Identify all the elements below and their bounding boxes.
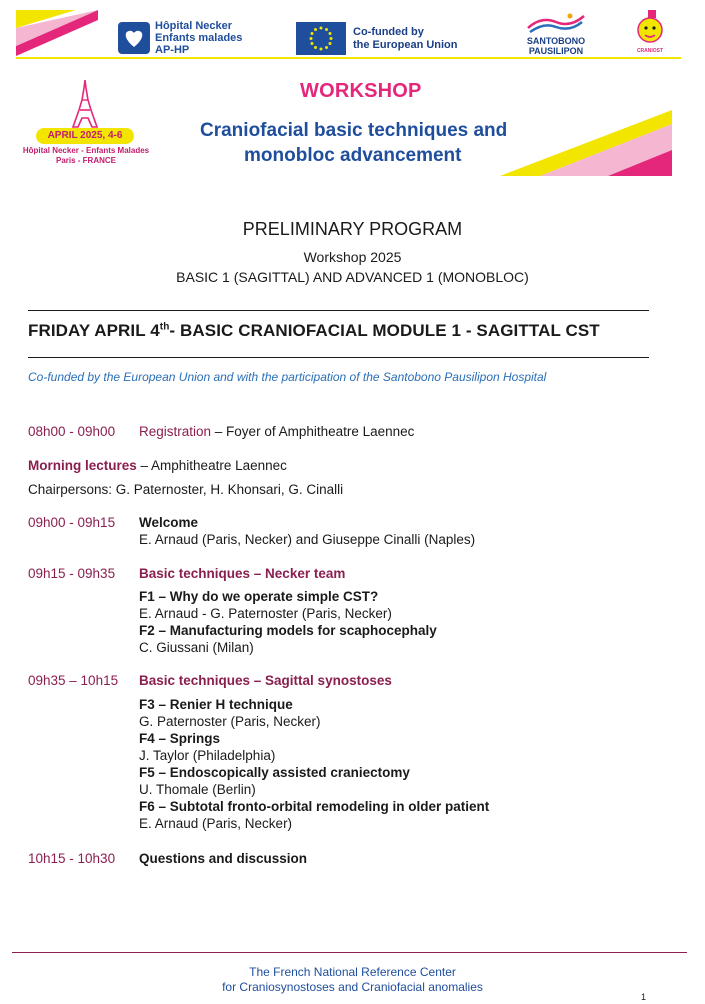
program-subtitle-line2: BASIC 1 (SAGITTAL) AND ADVANCED 1 (MONOBLOC)	[176, 269, 529, 285]
craniost-logo	[632, 10, 668, 58]
header-divider	[16, 57, 681, 59]
registration-detail: – Foyer of Amphitheatre Laennec	[211, 424, 415, 439]
workshop-title	[200, 118, 540, 168]
necker-logo-line3: AP-HP	[155, 44, 190, 56]
talk-f5-title: F5 – Endoscopically assisted craniectomy	[139, 765, 410, 780]
chairpersons: Chairpersons: G. Paternoster, H. Khonsari, G. Cinalli	[28, 482, 344, 497]
day-title-part2: - BASIC CRANIOFACIAL MODULE 1 - SAGITTAL CST	[169, 321, 600, 340]
event-venue	[22, 146, 150, 166]
event-venue-line2: Paris - FRANCE	[55, 156, 116, 165]
program-subtitle	[0, 247, 705, 287]
basic-sagittal-time: 09h35 – 10h15	[28, 673, 119, 688]
talk-f2-speaker: C. Giussani (Milan)	[139, 640, 254, 655]
morning-lectures-label: Morning lectures	[28, 458, 137, 473]
craniost-logo-text: CRANIOST	[636, 48, 664, 54]
necker-logo-line1: Hôpital Necker	[155, 20, 233, 32]
necker-logo-line2: Enfants malades	[155, 32, 243, 44]
welcome-time: 09h00 - 09h15	[28, 515, 116, 530]
eu-logo-line1: Co-funded by	[353, 26, 424, 38]
program-subtitle-line1: Workshop 2025	[303, 249, 402, 265]
talk-f6-speaker: E. Arnaud (Paris, Necker)	[139, 816, 293, 831]
morning-lectures-line	[28, 458, 287, 473]
santobono-logo-line1: SANTOBONO	[526, 36, 586, 46]
talk-f4-title: F4 – Springs	[139, 731, 221, 746]
event-date-badge: APRIL 2025, 4-6	[36, 128, 134, 144]
page-number: 1	[641, 992, 647, 1002]
basic-necker-title: Basic techniques – Necker team	[139, 566, 346, 581]
talk-f1-title: F1 – Why do we operate simple CST?	[139, 589, 379, 604]
footer	[0, 965, 705, 995]
registration-time: 08h00 - 09h00	[28, 424, 116, 439]
basic-sagittal-title: Basic techniques – Sagittal synostoses	[139, 673, 392, 688]
workshop-label: WORKSHOP	[300, 80, 422, 102]
registration-label: Registration	[139, 424, 212, 439]
day-title	[28, 321, 600, 341]
santobono-logo	[520, 12, 592, 58]
workshop-title-line2: monobloc advancement	[244, 145, 462, 166]
talk-f2-title: F2 – Manufacturing models for scaphocephaly	[139, 623, 437, 638]
questions-time: 10h15 - 10h30	[28, 851, 116, 866]
heart-hospital-icon	[118, 22, 150, 54]
day-title-sup: th	[159, 321, 170, 333]
program-title: PRELIMINARY PROGRAM	[242, 219, 463, 239]
talk-f6-title: F6 – Subtotal fronto-orbital remodeling in older patient	[139, 799, 490, 814]
questions-title: Questions and discussion	[139, 851, 308, 866]
corner-ribbon-right	[500, 110, 672, 176]
eu-logo-line2: the European Union	[353, 39, 458, 51]
day-title-part1: FRIDAY APRIL 4	[28, 321, 160, 340]
talk-f5-speaker: U. Thomale (Berlin)	[139, 782, 256, 797]
day-title-bottom-rule	[28, 357, 649, 358]
event-venue-line1: Hôpital Necker - Enfants Malades	[22, 146, 150, 155]
necker-logo	[118, 20, 253, 58]
eu-logo	[296, 22, 476, 56]
morning-lectures-detail: – Amphitheatre Laennec	[136, 458, 287, 473]
workshop-title-line1: Craniofacial basic techniques and	[200, 120, 508, 141]
basic-necker-time: 09h15 - 09h35	[28, 566, 116, 581]
santobono-logo-line2: PAUSILIPON	[528, 46, 584, 56]
talk-f3-title: F3 – Renier H technique	[139, 697, 293, 712]
eu-flag-icon	[296, 22, 346, 55]
day-title-top-rule	[28, 310, 649, 311]
welcome-title: Welcome	[139, 515, 199, 530]
footer-line2: for Craniosynostoses and Craniofacial anomalies	[222, 980, 483, 994]
eiffel-tower-icon	[70, 80, 100, 128]
talk-f3-speaker: G. Paternoster (Paris, Necker)	[139, 714, 321, 729]
footer-divider	[12, 952, 687, 953]
talk-f4-speaker: J. Taylor (Philadelphia)	[139, 748, 276, 763]
welcome-speakers: E. Arnaud (Paris, Necker) and Giuseppe Cinalli (Naples)	[139, 532, 476, 547]
talk-f1-speaker: E. Arnaud - G. Paternoster (Paris, Necker)	[139, 606, 392, 621]
corner-ribbon-top-left	[16, 10, 98, 56]
footer-line1: The French National Reference Center	[249, 965, 456, 979]
santobono-wave-icon	[526, 12, 586, 34]
registration-line	[139, 424, 414, 439]
face-icon	[636, 10, 664, 46]
cofunding-note: Co-funded by the European Union and with the participation of the Santobono Pausilipon Hospital	[28, 370, 547, 384]
